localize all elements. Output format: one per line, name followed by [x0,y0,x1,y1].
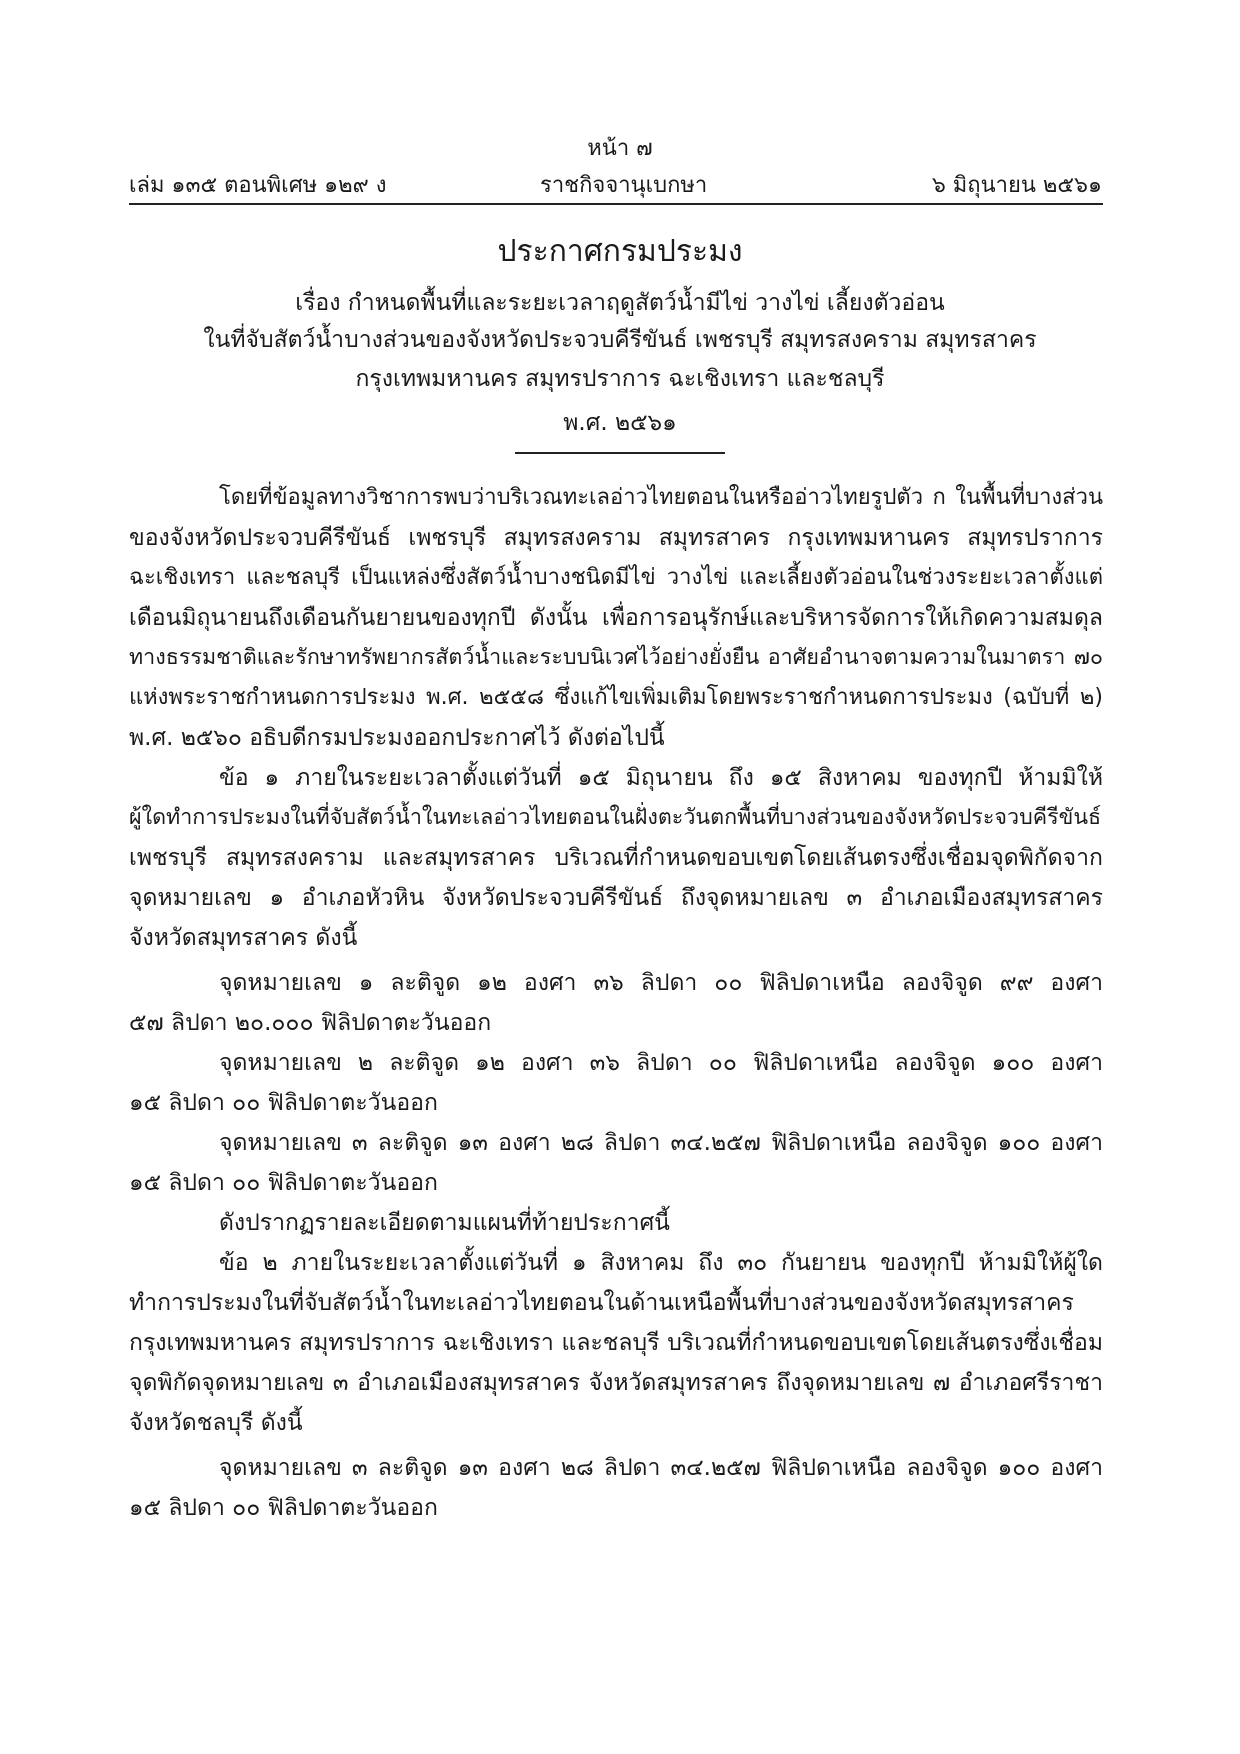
body-line: ของจังหวัดประจวบคีรีขันธ์ เพชรบุรี สมุทรสงคราม สมุทรสาคร กรุงเทพมหานคร สมุทรปราการ [129,525,1103,551]
coordinate-line: ๑๕ ลิปดา ๐๐ ฟิลิปดาตะวันออก [129,1090,438,1116]
coordinate-line: จุดหมายเลข ๓ ละติจูด ๑๓ องศา ๒๘ ลิปดา ๓๔.๒๕๗ ฟิลิปดาเหนือ ลองจิจูด ๑๐๐ องศา [219,1130,1103,1156]
clause-2-line: ข้อ ๒ ภายในระยะเวลาตั้งแต่วันที่ ๑ สิงหาคม ถึง ๓๐ กันยายน ของทุกปี ห้ามมิให้ผู้ใด [219,1250,1103,1276]
volume-info: เล่ม ๑๓๕ ตอนพิเศษ ๑๒๙ ง [129,173,387,198]
coordinate-line: จุดหมายเลข ๑ ละติจูด ๑๒ องศา ๓๖ ลิปดา ๐๐ ฟิลิปดาเหนือ ลองจิจูด ๙๙ องศา [219,970,1103,996]
clause-1-line: เพชรบุรี สมุทรสงคราม และสมุทรสาคร บริเวณที่กำหนดขอบเขตโดยเส้นตรงซึ่งเชื่อมจุดพิกัดจาก [129,845,1103,871]
clause-2-line: กรุงเทพมหานคร สมุทรปราการ ฉะเชิงเทรา และชลบุรี บริเวณที่กำหนดขอบเขตโดยเส้นตรงซึ่งเชื่อม [129,1330,1103,1356]
coordinate-line: จุดหมายเลข ๓ ละติจูด ๑๓ องศา ๒๘ ลิปดา ๓๔.๒๕๗ ฟิลิปดาเหนือ ลองจิจูด ๑๐๐ องศา [219,1455,1103,1481]
body-line: พ.ศ. ๒๕๖๐ อธิบดีกรมประมงออกประกาศไว้ ดังต่อไปนี้ [129,725,665,751]
publication-date: ๖ มิถุนายน ๒๕๖๑ [931,173,1102,198]
gazette-name: ราชกิจจานุเบกษา [540,173,708,198]
coordinate-line: ๑๕ ลิปดา ๐๐ ฟิลิปดาตะวันออก [129,1170,438,1196]
clause-1-line: ข้อ ๑ ภายในระยะเวลาตั้งแต่วันที่ ๑๕ มิถุนายน ถึง ๑๕ สิงหาคม ของทุกปี ห้ามมิให้ [219,765,1103,791]
clause-2-line: จุดพิกัดจุดหมายเลข ๓ อำเภอเมืองสมุทรสาคร จังหวัดสมุทรสาคร ถึงจุดหมายเลข ๗ อำเภอศรีราชา [129,1370,1103,1396]
body-line: ฉะเชิงเทรา และชลบุรี เป็นแหล่งซึ่งสัตว์น้ำบางชนิดมีไข่ วางไข่ และเลี้ยงตัวอ่อนในช่วงระยะเวลาตั้งแต่ [129,565,1103,590]
announcement-title: ประกาศกรมประมง [497,234,743,269]
clause-1-line: ผู้ใดทำการประมงในที่จับสัตว์น้ำในทะเลอ่าวไทยตอนในฝั่งตะวันตกพื้นที่บางส่วนของจังหวัดประจวบคีรีขันธ์ [129,805,1102,830]
body-line: ทางธรรมชาติและรักษาทรัพยากรสัตว์น้ำและระบบนิเวศไว้อย่างยั่งยืน อาศัยอำนาจตามความในมาตรา ๗๐ [129,645,1103,670]
header-rule [129,203,1103,205]
coordinate-line: ๕๗ ลิปดา ๒๐.๐๐๐ ฟิลิปดาตะวันออก [129,1010,492,1036]
clause-2-line: ทำการประมงในที่จับสัตว์น้ำในทะเลอ่าวไทยตอนในด้านเหนือพื้นที่บางส่วนของจังหวัดสมุทรสาคร [129,1290,1074,1316]
page-number: หน้า ๗ [587,136,653,161]
map-reference-line: ดังปรากฏรายละเอียดตามแผนที่ท้ายประกาศนี้ [219,1210,670,1236]
body-line: เดือนมิถุนายนถึงเดือนกันยายนของทุกปี ดังนั้น เพื่อการอนุรักษ์และบริหารจัดการให้เกิดความสมดุล [129,605,1103,631]
coordinate-line: ๑๕ ลิปดา ๐๐ ฟิลิปดาตะวันออก [129,1495,438,1521]
coordinate-line: จุดหมายเลข ๒ ละติจูด ๑๒ องศา ๓๖ ลิปดา ๐๐ ฟิลิปดาเหนือ ลองจิจูด ๑๐๐ องศา [219,1050,1103,1076]
year-line: พ.ศ. ๒๕๖๑ [563,410,677,436]
subject-line: กรุงเทพมหานคร สมุทรปราการ ฉะเชิงเทรา และชลบุรี [355,366,885,392]
clause-2-line: จังหวัดชลบุรี ดังนี้ [129,1410,303,1436]
subject-line: ในที่จับสัตว์น้ำบางส่วนของจังหวัดประจวบคีรีขันธ์ เพชรบุรี สมุทรสงคราม สมุทรสาคร [203,327,1037,353]
body-line: โดยที่ข้อมูลทางวิชาการพบว่าบริเวณทะเลอ่าวไทยตอนในหรืออ่าวไทยรูปตัว ก ในพื้นที่บางส่วน [219,485,1103,510]
subject-line: เรื่อง กำหนดพื้นที่และระยะเวลาฤดูสัตว์น้ำมีไข่ วางไข่ เลี้ยงตัวอ่อน [295,290,945,316]
clause-1-line: จุดหมายเลข ๑ อำเภอหัวหิน จังหวัดประจวบคีรีขันธ์ ถึงจุดหมายเลข ๓ อำเภอเมืองสมุทรสาคร [129,885,1103,911]
body-line: แห่งพระราชกำหนดการประมง พ.ศ. ๒๕๕๘ ซึ่งแก้ไขเพิ่มเติมโดยพระราชกำหนดการประมง (ฉบับที่ ๒) [129,685,1103,710]
clause-1-line: จังหวัดสมุทรสาคร ดังนี้ [129,925,358,951]
title-rule [515,452,725,454]
